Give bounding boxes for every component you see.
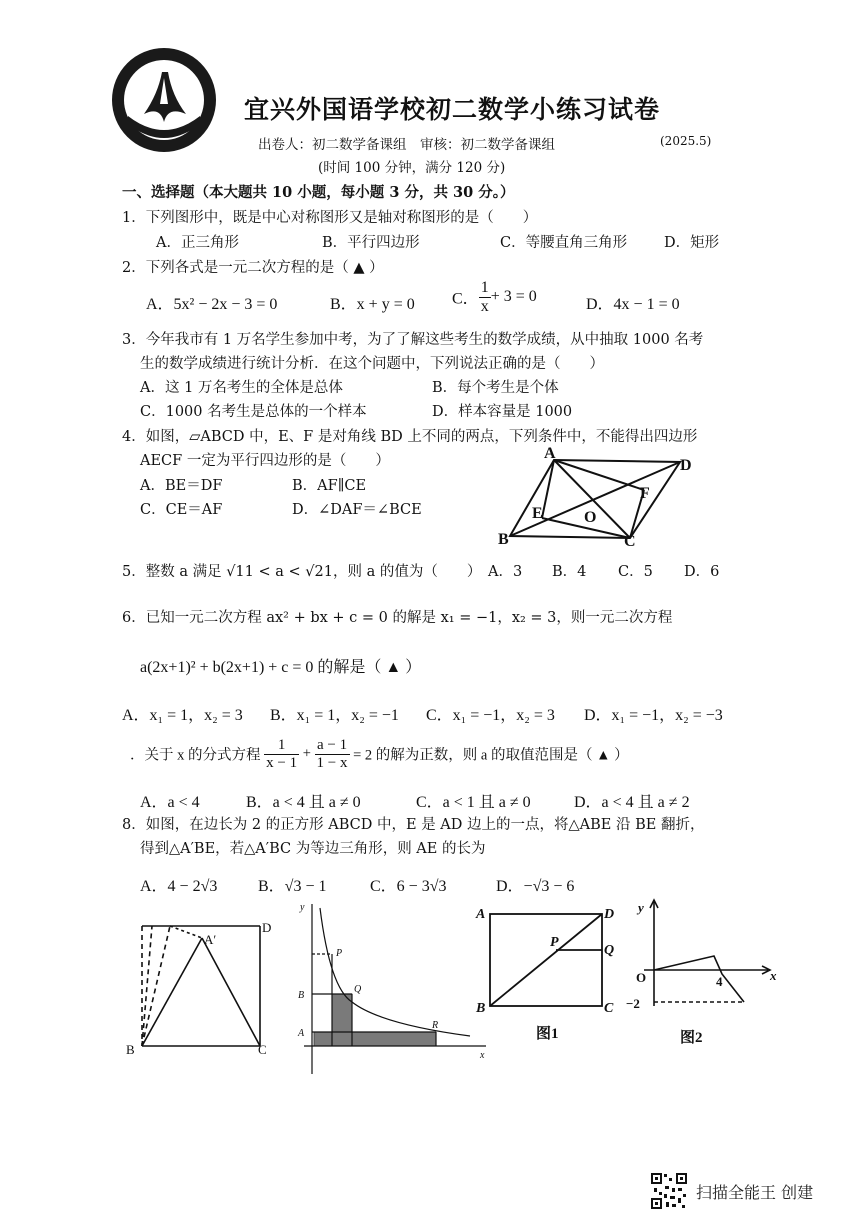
q4-label-o: O	[584, 509, 597, 526]
fig2-label-o: O	[636, 970, 647, 985]
q4-label-a: A	[544, 445, 556, 462]
time-line: (时间 100 分钟，满分 120 分)	[318, 160, 506, 176]
hyper-label-y: y	[300, 902, 305, 913]
q8-option-b: B．√3 − 1	[258, 878, 327, 895]
q6-option-d: D．x₁ = −1，x₂ = −3	[584, 707, 723, 724]
q7-option-c: C．a < 1 且 a ≠ 0	[416, 794, 531, 811]
q1-option-c: C．等腰直角三角形	[500, 235, 628, 251]
q4-option-b: B．AF∥CE	[292, 478, 367, 494]
q8-option-d: D．−√3 − 6	[496, 878, 575, 895]
q2-option-a: A．5x² − 2x − 3 = 0	[146, 296, 278, 313]
figure-1	[472, 900, 622, 1046]
scanner-text: 扫描全能王 创建	[696, 1182, 814, 1202]
q7-stem: ．关于 x 的分式方程 $\frac{1}{x - 1}$ + $\frac{a - 1}{1 - x}$ = 2 的解为正数，则 a 的取值范围是（ ▲ ）	[130, 737, 629, 771]
q1-option-a: A．正三角形	[156, 235, 239, 251]
q1-stem: 1．下列图形中，既是中心对称图形又是轴对称图形的是（ ）	[122, 210, 538, 226]
q6-option-b: B．x₁ = 1，x₂ = −1	[270, 707, 399, 724]
q2-option-d: D．4x − 1 = 0	[586, 296, 680, 313]
q8-option-c: C．6 − 3√3	[370, 878, 447, 895]
q5-option-b: B．4	[552, 564, 587, 580]
section-heading: 一、选择题（本大题共 10 小题，每小题 3 分，共 30 分。）	[122, 184, 515, 201]
exam-title: 宜兴外国语学校初二数学小练习试卷	[244, 95, 661, 124]
q8-label-d: D	[262, 920, 272, 935]
hyperbola-figure	[290, 898, 495, 1078]
q4-label-e: E	[532, 505, 543, 522]
hyper-label-x: x	[480, 1050, 485, 1061]
q2-option-b: B．x + y = 0	[330, 296, 415, 313]
fig1-label-a: A	[476, 907, 486, 922]
q3-option-a: A．这 1 万名考生的全体是总体	[140, 380, 343, 396]
fig1-caption: 图1	[536, 1026, 559, 1042]
fig1-label-p: P	[550, 935, 559, 950]
q3-line1: 3．今年我市有 1 万名学生参加中考，为了了解这些考生的数学成绩，从中抽取 1000 名考	[122, 332, 704, 348]
scanner-watermark	[650, 1172, 813, 1210]
q4-parallelogram-figure	[494, 444, 708, 550]
qr-code-icon	[650, 1172, 688, 1210]
fig1-label-b: B	[476, 1001, 486, 1016]
fig1-label-q: Q	[604, 943, 615, 958]
q2-option-c: C． $\frac{1}{x}$ + 3 = 0	[452, 279, 537, 315]
hyper-label-p: P	[336, 948, 343, 959]
q1-option-d: D．矩形	[664, 235, 720, 251]
fig2-label-x: x	[770, 968, 777, 983]
q8-line1: 8．如图，在边长为 2 的正方形 ABCD 中，E 是 AD 边上的一点，将△ABE 沿 BE 翻折，	[122, 817, 705, 833]
q4-line2: AECF 一定为平行四边形的是（ ）	[140, 453, 390, 469]
q1-option-b: B．平行四边形	[322, 235, 420, 251]
fig2-label-y: y	[638, 900, 644, 915]
q5-option-a: A．3	[488, 564, 523, 580]
school-logo	[108, 44, 220, 156]
fig2-caption: 图2	[680, 1030, 703, 1046]
fig2-label-neg2: −2	[626, 996, 640, 1011]
q7-option-d: D．a < 4 且 a ≠ 2	[574, 794, 690, 811]
q8-option-a: A．4 − 2√3	[140, 878, 218, 895]
q8-label-b: B	[126, 1042, 135, 1057]
fig2-label-4: 4	[716, 974, 723, 989]
q7-option-a: A．a < 4	[140, 794, 200, 811]
q4-label-f: F	[640, 485, 650, 502]
q5-stem: 5．整数 a 满足 √11 < a < √21，则 a 的值为（ ）	[122, 564, 482, 580]
hyper-label-q: Q	[354, 984, 362, 995]
hyper-label-a: A	[298, 1028, 305, 1039]
q8-line2: 得到△A′BE，若△A′BC 为等边三角形，则 AE 的长为	[140, 841, 486, 857]
q3-line2: 生的数学成绩进行统计分析．在这个问题中，下列说法正确的是（ ）	[140, 356, 604, 372]
q4-option-a: A．BE＝DF	[140, 478, 223, 494]
q4-option-c: C．CE＝AF	[140, 502, 223, 518]
q2-stem: 2．下列各式是一元二次方程的是（ ▲ ）	[122, 260, 384, 276]
q6-option-c: C．x₁ = −1，x₂ = 3	[426, 707, 555, 724]
q4-line1: 4．如图，▱ABCD 中，E、F 是对角线 BD 上不同的两点，下列条件中，不能得出四边形	[122, 429, 698, 445]
hyper-label-r: R	[432, 1020, 439, 1031]
q3-option-c: C．1000 名考生是总体的一个样本	[140, 404, 367, 420]
q8-label-a-prime: A′	[204, 932, 217, 947]
q4-label-b: B	[498, 531, 509, 548]
figure-2	[622, 896, 780, 1050]
hyper-label-b: B	[298, 990, 305, 1001]
q6-option-a: A．x₁ = 1，x₂ = 3	[122, 707, 243, 724]
q8-square-figure	[122, 912, 282, 1062]
q8-label-c: C	[258, 1042, 267, 1057]
q5-option-d: D．6	[684, 564, 720, 580]
q6-line2: a(2x+1)² + b(2x+1) + c = 0 的解是（ ▲ ）	[140, 659, 422, 676]
q5-option-c: C．5	[618, 564, 653, 580]
q4-label-c: C	[624, 533, 636, 550]
author-line: 出卷人：初二数学备课组 审核：初二数学备课组	[258, 137, 555, 153]
q7-option-b: B．a < 4 且 a ≠ 0	[246, 794, 361, 811]
exam-date: (2025.5)	[660, 134, 712, 148]
q4-label-d: D	[680, 457, 692, 474]
q3-option-d: D．样本容量是 1000	[432, 404, 573, 420]
fig1-label-d: D	[604, 907, 615, 922]
q3-option-b: B．每个考生是个体	[432, 380, 559, 396]
q4-option-d: D．∠DAF＝∠BCE	[292, 502, 422, 518]
q6-line1: 6．已知一元二次方程 ax² + bx + c = 0 的解是 x₁ = −1，x₂ = 3，则一元二次方程	[122, 610, 673, 626]
fig1-label-c: C	[604, 1001, 614, 1016]
